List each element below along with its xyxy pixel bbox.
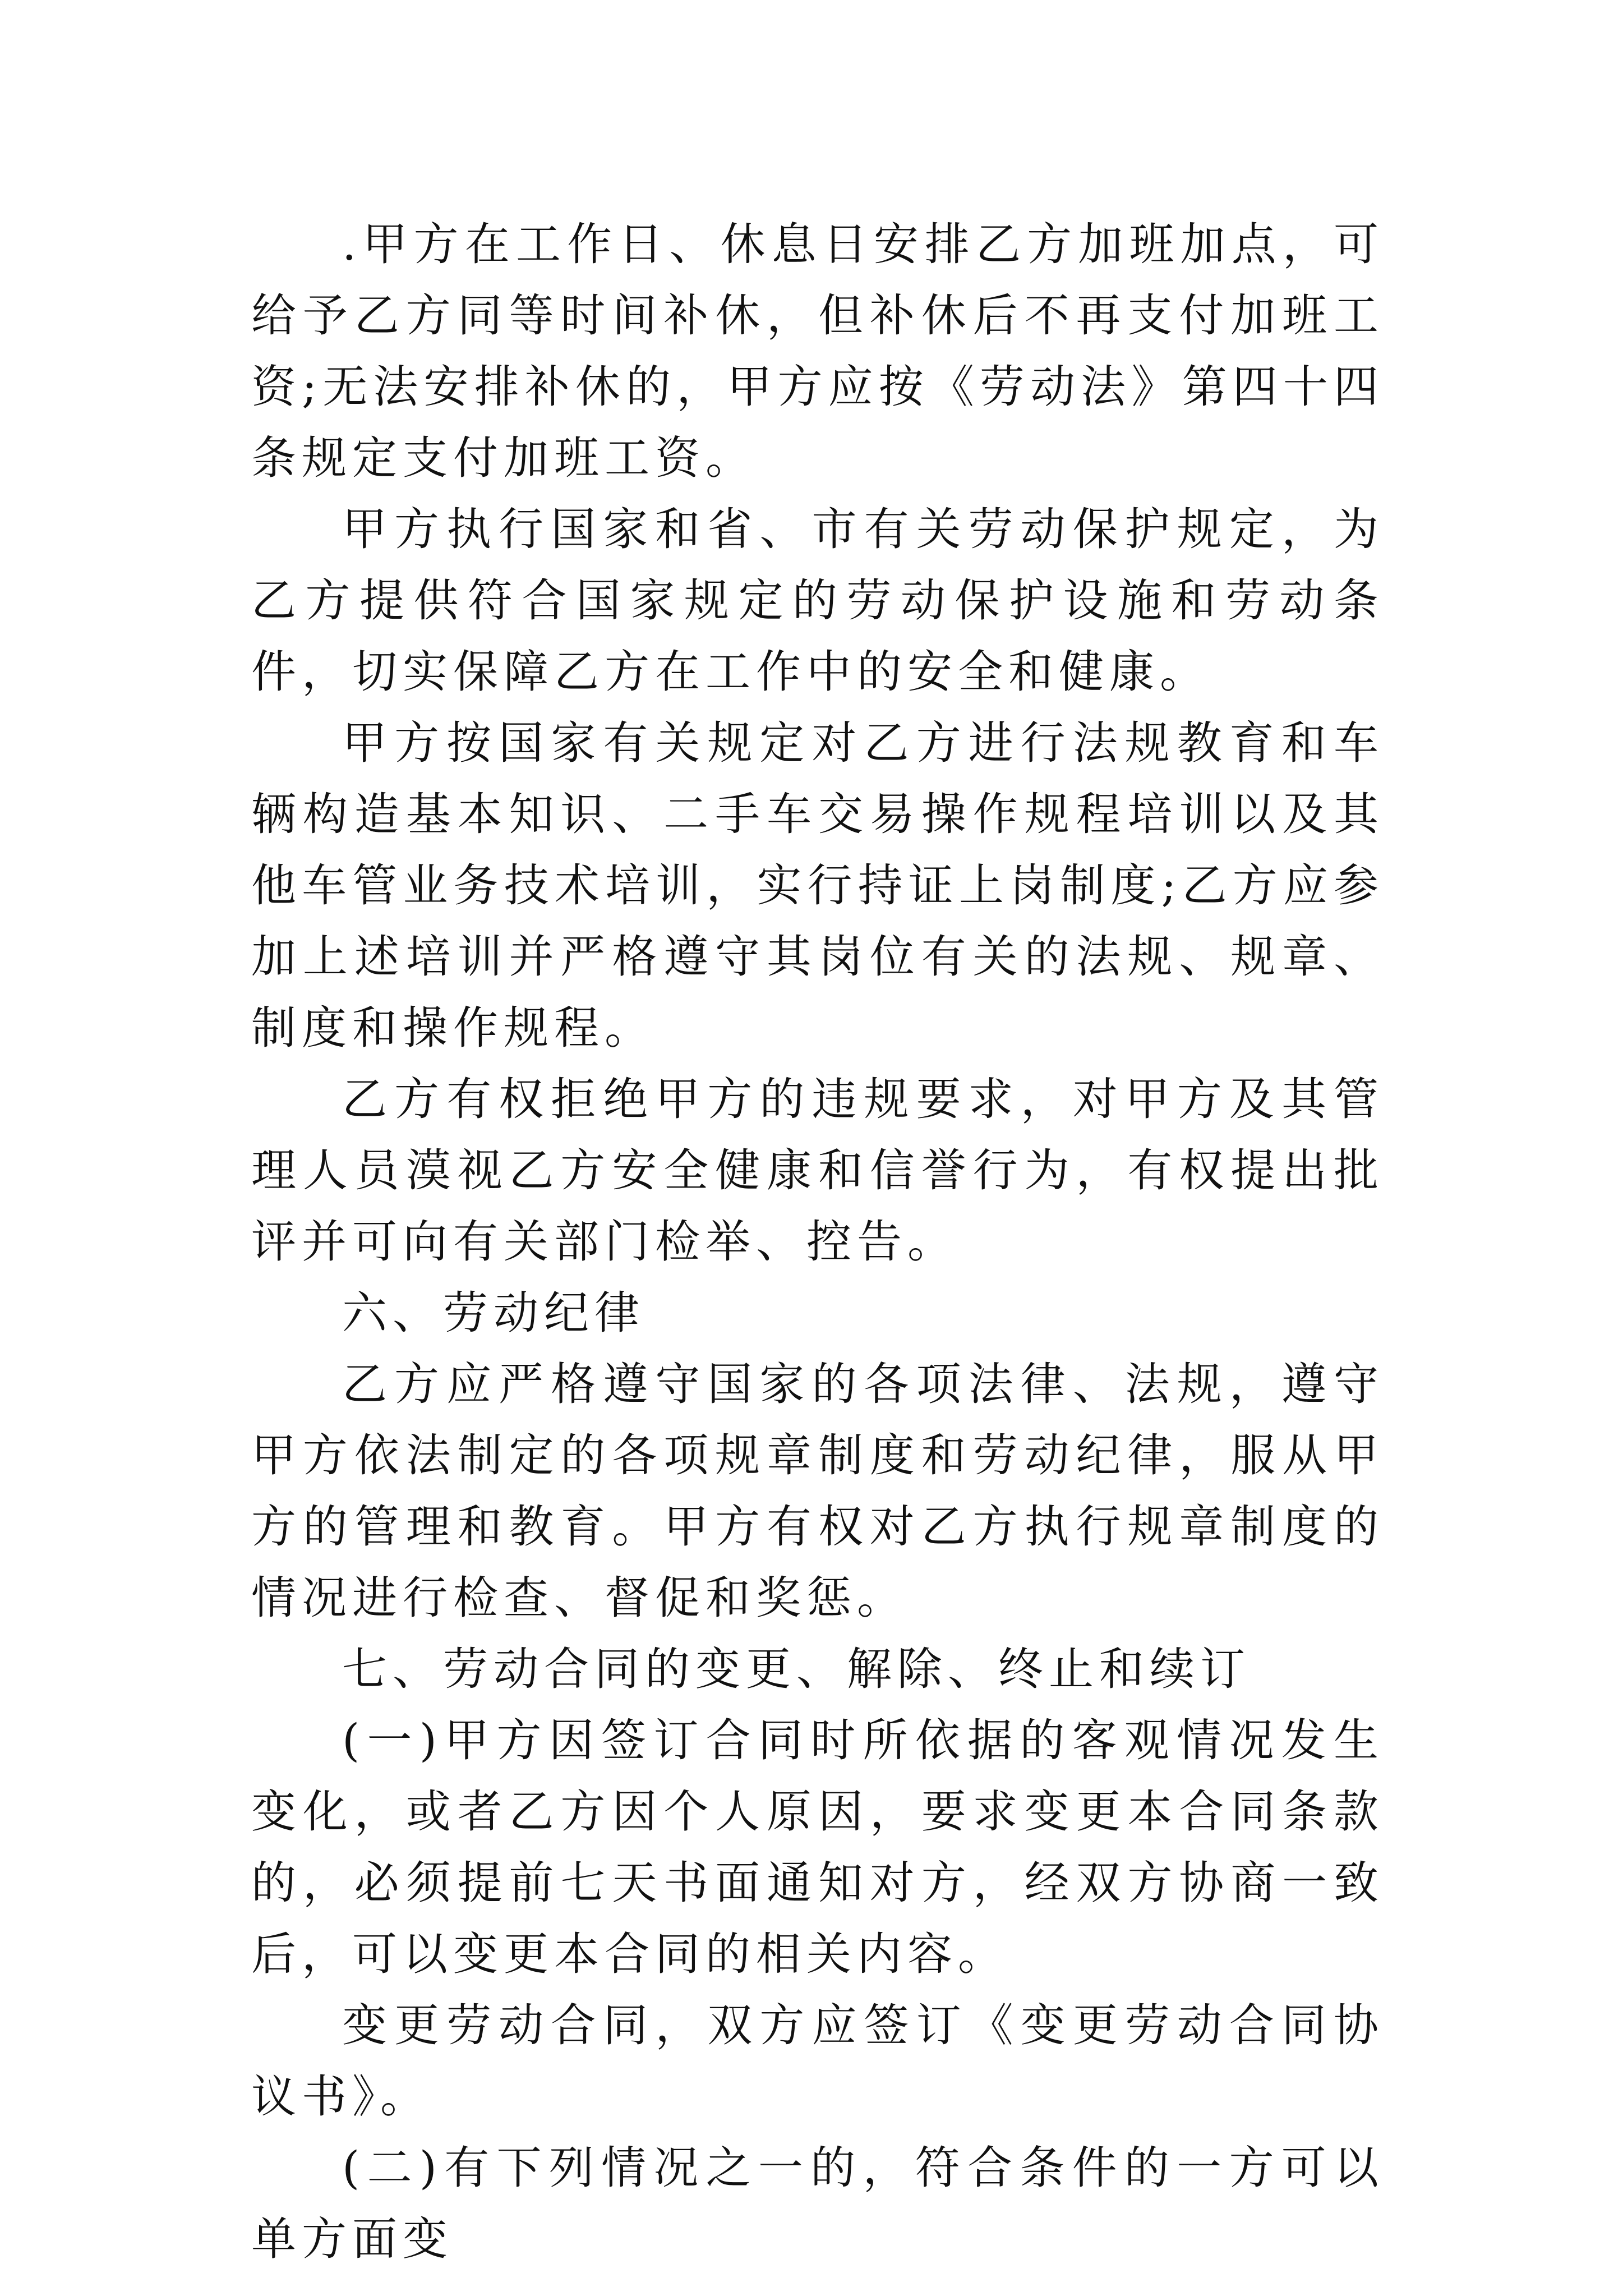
paragraph-discipline-rules: 乙方应严格遵守国家的各项法律、法规，遵守甲方依法制定的各项规章制度和劳动纪律，服从甲方的管理和教育。甲方有权对乙方执行规章制度的情况进行检查、督促和奖惩。 <box>251 1358 1384 1624</box>
paragraph-unilateral-change: (二)有下列情况之一的，符合条件的一方可以单方面变 <box>251 2142 1384 2265</box>
section-heading-labor-discipline: 六、劳动纪律 <box>342 1287 645 1339</box>
paragraph-training: 甲方按国家有关规定对乙方进行法规教育和车辆构造基本知识、二手车交易操作规程培训以及其他车管业务技术培训，实行持证上岗制度;乙方应参加上述培训并严格遵守其岗位有关的法规、规章、制度和操作规程。 <box>251 717 1384 1054</box>
paragraph-contract-change-notice: (一)甲方因签订合同时所依据的客观情况发生变化，或者乙方因个人原因，要求变更本合同条款的，必须提前七天书面通知对方，经双方协商一致后，可以变更本合同的相关内容。 <box>251 1714 1384 1980</box>
section-heading-contract-changes: 七、劳动合同的变更、解除、终止和续订 <box>342 1643 1251 1695</box>
document-body <box>251 209 1384 2275</box>
paragraph-labor-protection: 甲方执行国家和省、市有关劳动保护规定，为乙方提供符合国家规定的劳动保护设施和劳动条件，切实保障乙方在工作中的安全和健康。 <box>251 503 1384 698</box>
paragraph-change-agreement: 变更劳动合同，双方应签订《变更劳动合同协议书》。 <box>251 1999 1384 2123</box>
paragraph-overtime-compensation: .甲方在工作日、休息日安排乙方加班加点，可给予乙方同等时间补休，但补休后不再支付加班工资;无法安排补休的，甲方应按《劳动法》第四十四条规定支付加班工资。 <box>251 218 1384 484</box>
paragraph-right-to-refuse: 乙方有权拒绝甲方的违规要求，对甲方及其管理人员漠视乙方安全健康和信誉行为，有权提出批评并可向有关部门检举、控告。 <box>251 1073 1384 1268</box>
